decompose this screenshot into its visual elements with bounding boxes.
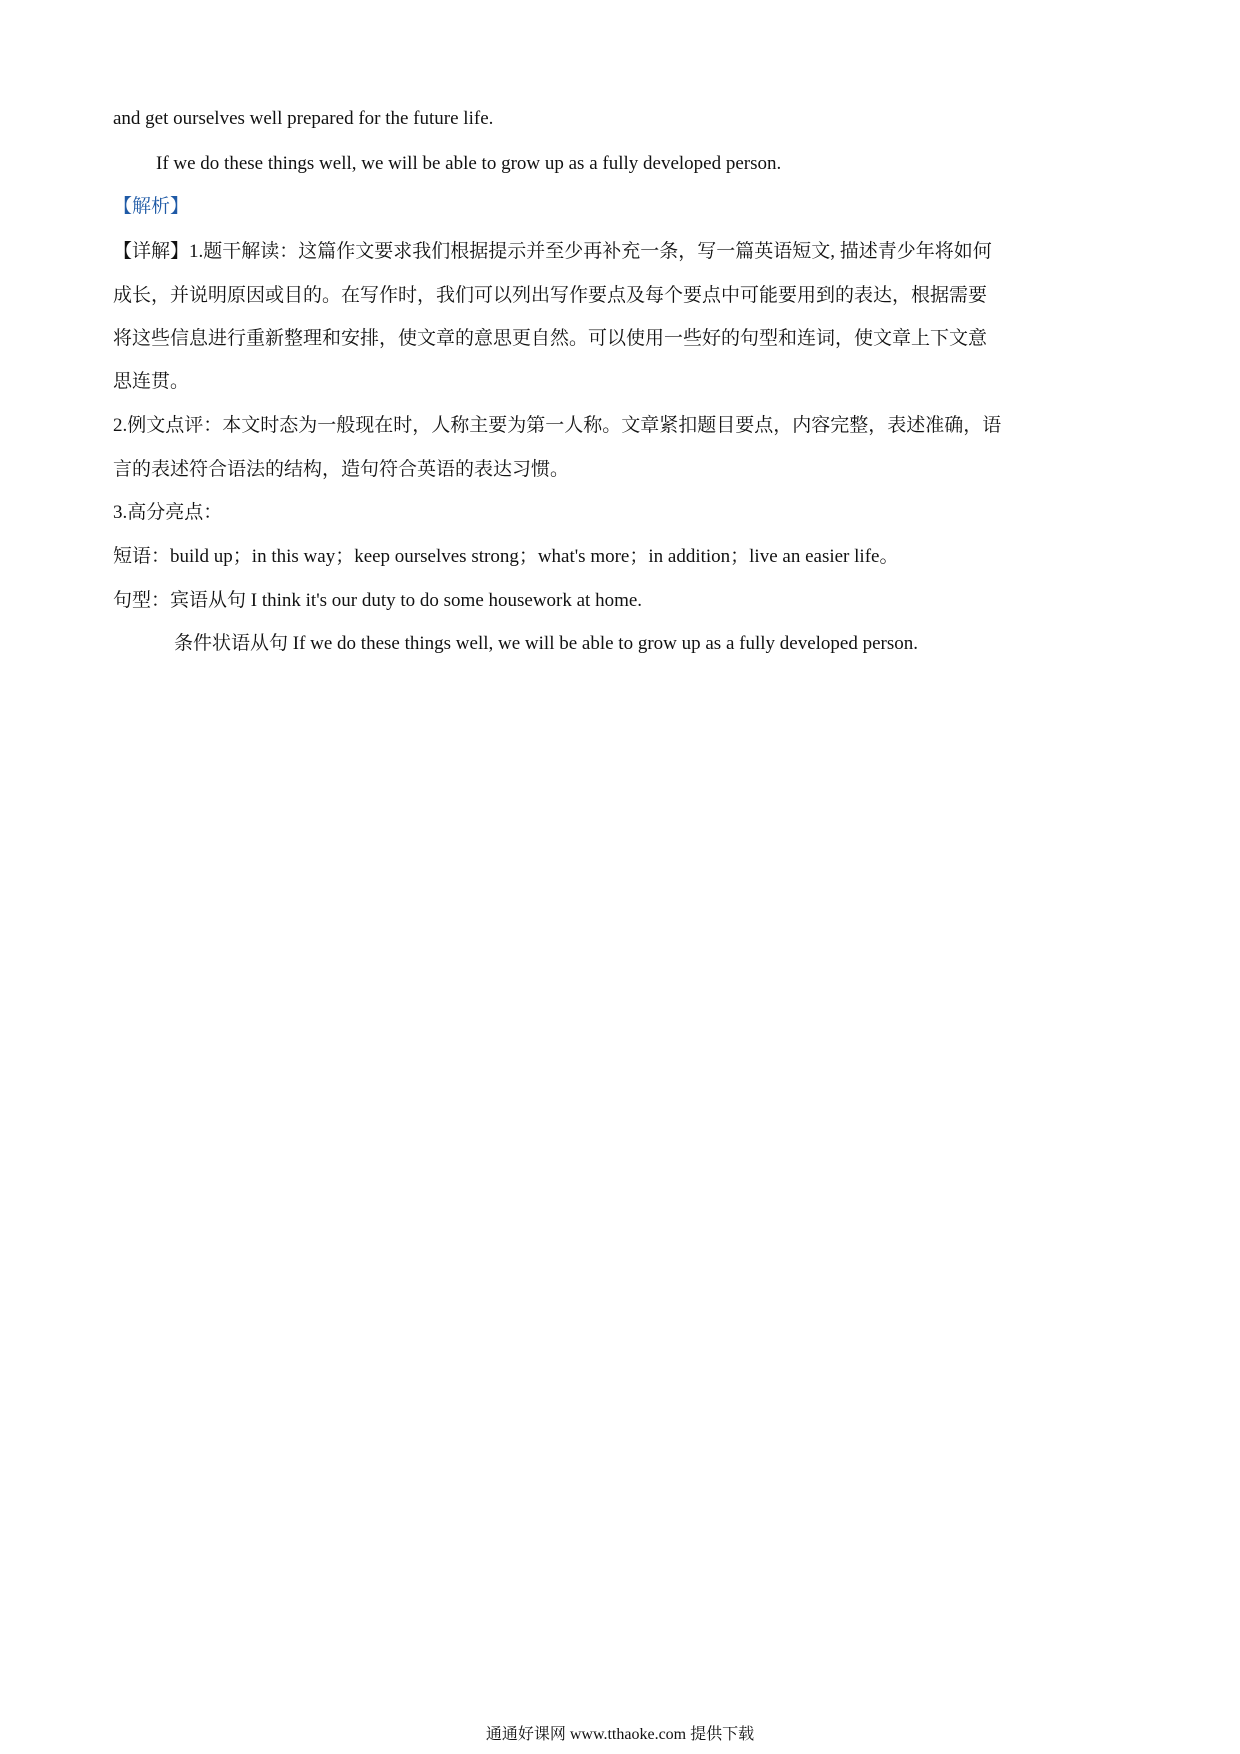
detail-line-4: 思连贯。 [113, 371, 190, 392]
sentence-pattern-line-1: 句型：宾语从句 I think it's our duty to do some housework at home. [113, 590, 643, 611]
comment-line-2: 言的表述符合语法的结构，造句符合英语的表达习惯。 [113, 459, 570, 480]
detail-line-3: 将这些信息进行重新整理和安排，使文章的意思更自然。可以使用一些好的句型和连词，使文章上下文意 [113, 328, 988, 349]
highlights-title: 3.高分亮点： [113, 502, 223, 523]
phrases-line: 短语：build up；in this way；keep ourselves strong；what's more；in addition；live an easier life。 [113, 546, 899, 567]
analysis-heading: 【解析】 [113, 196, 190, 217]
sentence-pattern-line-2: 条件状语从句 If we do these things well, we will be able to grow up as a fully developed person. [174, 633, 919, 654]
essay-line-1: and get ourselves well prepared for the future life. [113, 108, 494, 129]
detail-line-1: 【详解】1.题干解读：这篇作文要求我们根据提示并至少再补充一条，写一篇英语短文, 描述青少年将如何 [113, 241, 992, 262]
essay-line-2: If we do these things well, we will be able to grow up as a fully developed person. [156, 153, 782, 174]
page-footer: 通通好课网 www.tthaoke.com 提供下载 [485, 1726, 755, 1743]
detail-line-2: 成长，并说明原因或目的。在写作时，我们可以列出写作要点及每个要点中可能要用到的表达，根据需要 [113, 285, 988, 306]
comment-line-1: 2.例文点评：本文时态为一般现在时，人称主要为第一人称。文章紧扣题目要点，内容完整，表述准确，语 [113, 415, 1002, 436]
